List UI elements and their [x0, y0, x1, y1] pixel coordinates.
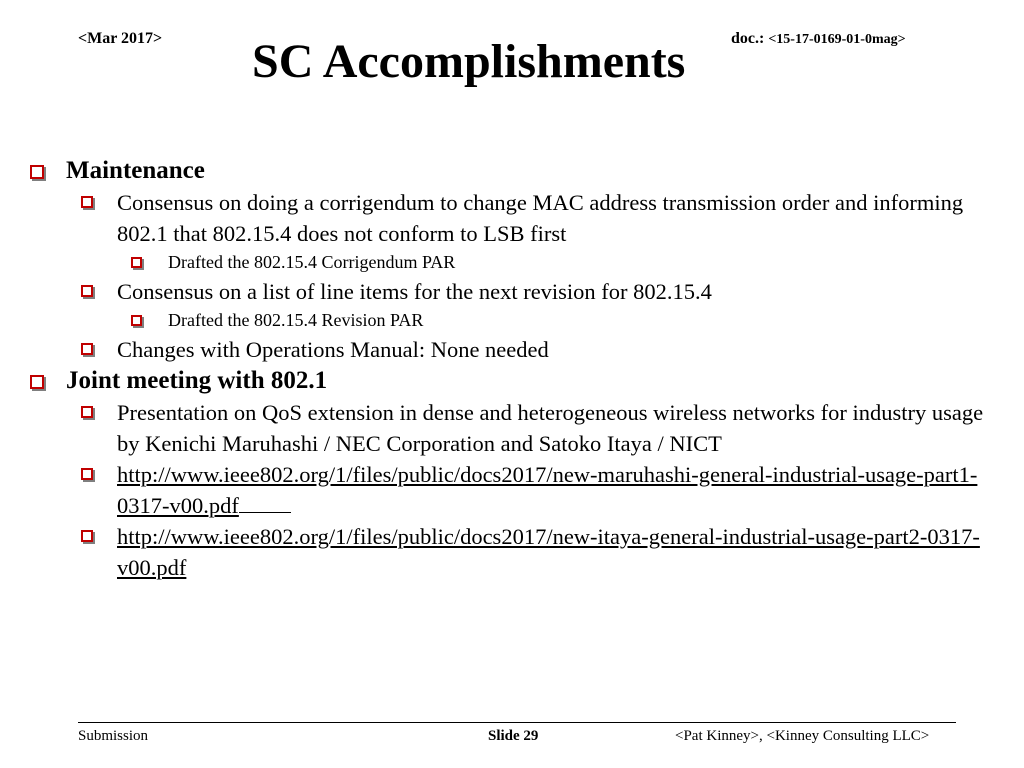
doc-number: <15-17-0169-01-0mag>: [768, 32, 906, 47]
checkbox-bullet-icon: [30, 165, 44, 179]
bullet-text: Presentation on QoS extension in dense and heterogeneous wireless networks for industry usage by Kenichi Maruhashi / NEC Corporation and Satoko Itaya / NICT: [117, 400, 984, 456]
checkbox-bullet-icon: [81, 406, 93, 418]
doc-label: doc.:: [731, 30, 769, 47]
footer-author: <Pat Kinney>, <Kinney Consulting LLC>: [675, 728, 930, 744]
bullet-revision-consensus: [0, 276, 997, 307]
bullet-link-part1: [0, 459, 997, 521]
bullet-text: Maintenance: [66, 157, 205, 184]
bullet-corrigendum-consensus: [0, 187, 997, 249]
bullet-operations-manual: [0, 334, 997, 365]
checkbox-bullet-icon: [81, 530, 93, 542]
bullet-text: Joint meeting with 802.1: [66, 367, 328, 394]
bullet-list: [0, 155, 1024, 583]
checkbox-bullet-icon: [30, 375, 44, 389]
bullet-revision-par: [0, 307, 1024, 334]
checkbox-bullet-icon: [81, 468, 93, 480]
header-date: <Mar 2017>: [78, 30, 163, 47]
link-maruhashi-part1[interactable]: [117, 459, 982, 521]
checkbox-bullet-icon: [81, 343, 93, 355]
bullet-qos-presentation: [0, 397, 997, 459]
checkbox-bullet-icon: [131, 315, 142, 326]
footer-submission: Submission: [78, 728, 149, 744]
bullet-link-part2: [0, 521, 997, 583]
bullet-text: Consensus on doing a corrigendum to change MAC address transmission order and informing 802.1 that 802.15.4 does not conform to LSB first: [117, 190, 964, 246]
footer-divider: [78, 722, 956, 723]
checkbox-bullet-icon: [81, 196, 93, 208]
footer-slide-number: Slide 29: [488, 728, 539, 744]
slide-title: SC Accomplishments: [252, 35, 686, 88]
bullet-corrigendum-par: [0, 249, 1024, 276]
bullet-joint-meeting: [0, 365, 1024, 397]
header-doc-id: [731, 30, 906, 48]
bullet-text: Drafted the 802.15.4 Revision PAR: [168, 310, 424, 330]
bullet-text: Changes with Operations Manual: None needed: [117, 337, 549, 362]
link-itaya-part2[interactable]: http://www.ieee802.org/1/files/public/docs2017/new-itaya-general-industrial-usage-part2-0317-v00.pdf: [117, 524, 980, 580]
bullet-maintenance: [0, 155, 1024, 187]
link-underline-trail: [239, 492, 291, 513]
checkbox-bullet-icon: [81, 285, 93, 297]
bullet-text: Drafted the 802.15.4 Corrigendum PAR: [168, 252, 456, 272]
bullet-text: Consensus on a list of line items for the next revision for 802.15.4: [117, 279, 712, 304]
checkbox-bullet-icon: [131, 257, 142, 268]
link-text[interactable]: http://www.ieee802.org/1/files/public/docs2017/new-maruhashi-general-industrial-usage-part1-0317-v00.pdf: [117, 462, 978, 518]
